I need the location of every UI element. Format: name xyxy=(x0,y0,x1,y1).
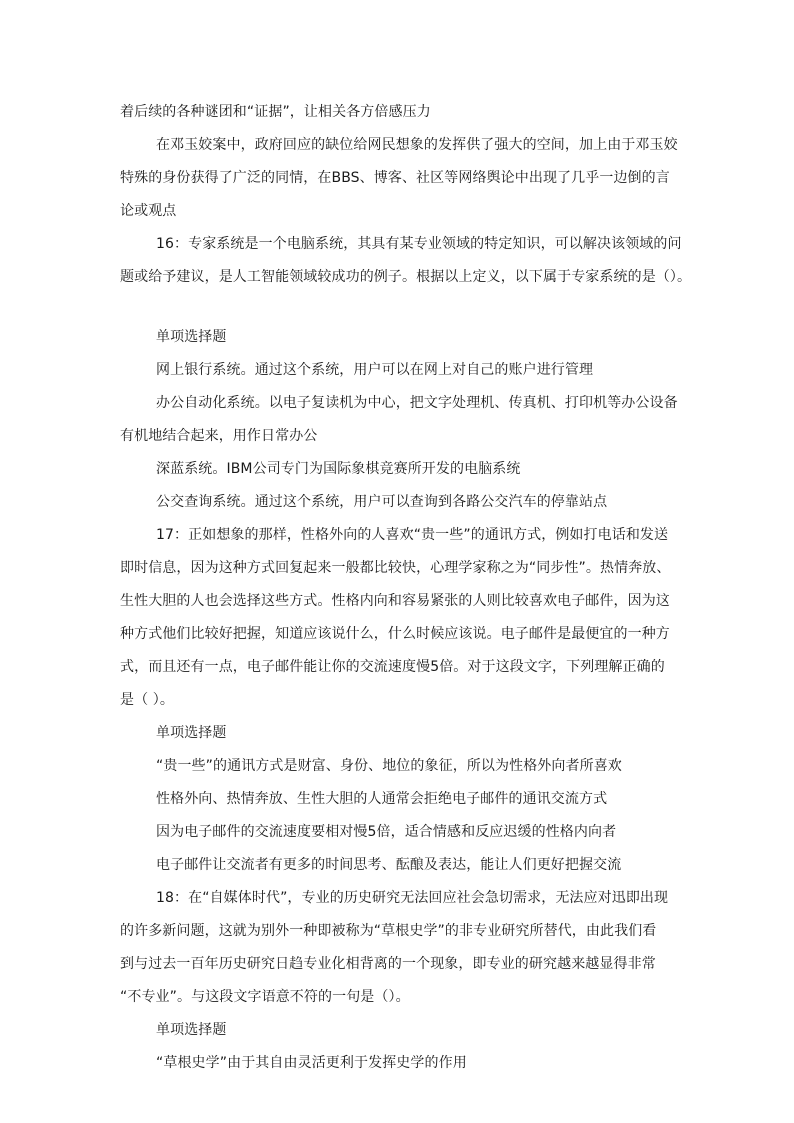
question-18-line: “不专业”。与这段文字语意不符的一句是（）。 xyxy=(120,989,410,1005)
paragraph-line: 论或观点 xyxy=(120,203,177,219)
option-a: 网上银行系统。通过这个系统，用户可以在网上对自己的账户进行管理 xyxy=(156,362,594,378)
option-a: “草根史学”由于其自由灵活更利于发挥史学的作用 xyxy=(156,1055,467,1071)
option-c: 因为电子邮件的交流速度要相对慢5倍，适合情感和反应迟缓的性格内向者 xyxy=(156,824,617,840)
question-17-line: 是（ ）。 xyxy=(120,692,174,708)
option-d: 公交查询系统。通过这个系统，用户可以查询到各路公交汽车的停靠站点 xyxy=(156,494,608,510)
option-c: 深蓝系统。IBM公司专门为国际象棋竞赛所开发的电脑系统 xyxy=(156,461,521,477)
paragraph-line: 特殊的身份获得了广泛的同情，在BBS、博客、社区等网络舆论中出现了几乎一边倒的言 xyxy=(120,170,670,186)
question-type-label: 单项选择题 xyxy=(156,725,227,741)
paragraph-line: 在邓玉姣案中，政府回应的缺位给网民想象的发挥供了强大的空间，加上由于邓玉姣 xyxy=(156,137,678,153)
question-18-line: 的许多新问题，这就为别外一种即被称为“草根史学”的非专业研究所替代，由此我们看 xyxy=(120,923,657,939)
question-18-line: 18：在“自媒体时代”，专业的历史研究无法回应社会急切需求，无法应对迅即出现 xyxy=(156,890,669,906)
question-16-line: 题或给予建议，是人工智能领域较成功的例子。根据以上定义，以下属于专家系统的是（）。 xyxy=(120,269,692,285)
document-body xyxy=(120,101,692,1075)
question-17-line: 即时信息，因为这种方式回复起来一般都比较快，心理学家称之为“同步性”。热情奔放、 xyxy=(120,560,671,576)
question-type-label: 单项选择题 xyxy=(156,1022,227,1038)
question-17-line: 生性大胆的人也会选择这些方式。性格内向和容易紧张的人则比较喜欢电子邮件，因为这 xyxy=(120,593,670,609)
paragraph-line: 着后续的各种谜团和“证据”，让相关各方倍感压力 xyxy=(120,104,431,120)
question-17-line: 种方式他们比较好把握，知道应该说什么，什么时候应该说。电子邮件是最便宜的一种方 xyxy=(120,626,670,642)
question-18-line: 到与过去一百年历史研究日趋专业化相背离的一个现象，即专业的研究越来越显得非常 xyxy=(120,956,656,972)
question-17-line: 式，而且还有一点，电子邮件能让你的交流速度慢5倍。对于这段文字，下列理解正确的 xyxy=(120,659,665,675)
option-b-continued: 有机地结合起来，用作日常办公 xyxy=(120,428,318,444)
option-a: “贵一些”的通讯方式是财富、身份、地位的象征，所以为性格外向者所喜欢 xyxy=(156,758,622,774)
option-b: 办公自动化系统。以电子复读机为中心，把文字处理机、传真机、打印机等办公设备 xyxy=(156,395,678,411)
question-17-line: 17：正如想象的那样，性格外向的人喜欢“贵一些”的通讯方式，例如打电话和发送 xyxy=(156,527,669,543)
option-b: 性格外向、热情奔放、生性大胆的人通常会拒绝电子邮件的通讯交流方式 xyxy=(156,791,608,807)
question-16-line: 16：专家系统是一个电脑系统，其具有某专业领域的特定知识，可以解决该领域的问 xyxy=(156,236,682,252)
option-d: 电子邮件让交流者有更多的时间思考、酝酿及表达，能让人们更好把握交流 xyxy=(156,857,622,873)
question-type-label: 单项选择题 xyxy=(156,329,227,345)
